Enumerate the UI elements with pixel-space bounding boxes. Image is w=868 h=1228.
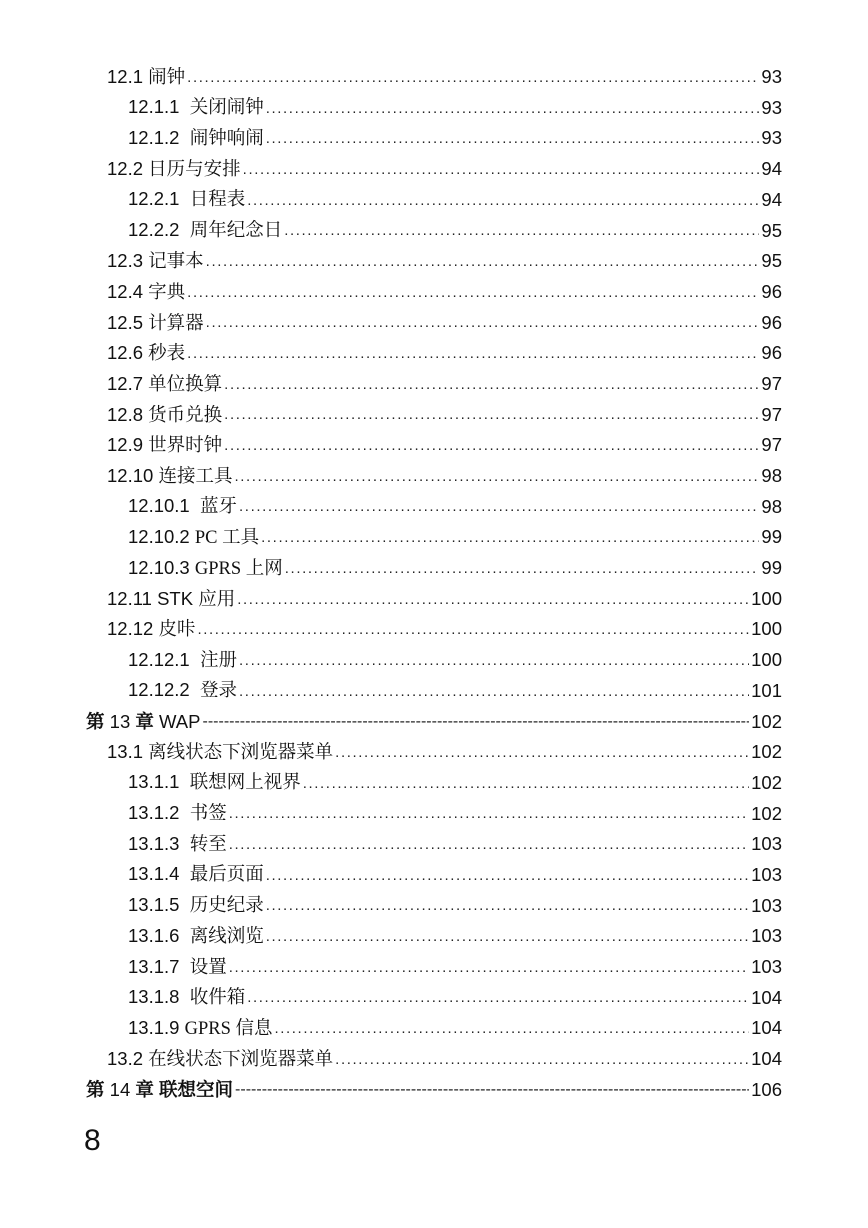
toc-page-number: 100 bbox=[751, 618, 782, 640]
toc-page-number: 94 bbox=[761, 158, 782, 180]
toc-entry[interactable] bbox=[86, 584, 782, 615]
toc-page-number: 94 bbox=[761, 188, 782, 210]
dot-leader bbox=[335, 1052, 749, 1067]
toc-entry[interactable] bbox=[86, 799, 782, 830]
section-number: 12.10 bbox=[107, 465, 154, 487]
dot-leader bbox=[229, 960, 749, 975]
toc-page-number: 98 bbox=[761, 465, 782, 487]
toc-page-number: 100 bbox=[751, 649, 782, 671]
section-number: 12.5 bbox=[107, 311, 144, 333]
dot-leader bbox=[187, 285, 759, 300]
toc-entry-label bbox=[107, 68, 185, 87]
toc-entry[interactable] bbox=[86, 1013, 782, 1044]
section-number: 12.1 bbox=[107, 66, 144, 88]
toc-entry-label bbox=[107, 467, 232, 486]
dot-leader bbox=[266, 868, 749, 883]
dot-leader bbox=[237, 592, 749, 607]
toc-entry-label bbox=[128, 98, 264, 118]
section-title: 转至 bbox=[189, 834, 227, 855]
toc-entry[interactable] bbox=[86, 614, 782, 645]
section-title: 关闭闹钟 bbox=[189, 98, 264, 119]
toc-page-number: 102 bbox=[751, 741, 782, 763]
toc-entry[interactable] bbox=[86, 952, 782, 983]
toc-entry-label bbox=[86, 1078, 234, 1100]
dot-leader bbox=[197, 622, 749, 637]
toc-chapter-entry[interactable] bbox=[86, 706, 782, 737]
dot-leader bbox=[239, 499, 759, 514]
section-title: 皮咔 bbox=[158, 618, 196, 640]
section-number: 12.10.3 bbox=[128, 556, 190, 578]
dot-leader bbox=[266, 898, 749, 913]
toc-page-number: 96 bbox=[761, 280, 782, 302]
toc-page-number: 93 bbox=[761, 127, 782, 149]
toc-entry[interactable] bbox=[86, 154, 782, 185]
section-title: STK 应用 bbox=[157, 587, 236, 609]
toc-page-number: 95 bbox=[761, 250, 782, 272]
toc-page-number: 99 bbox=[761, 557, 782, 579]
dot-leader bbox=[203, 714, 750, 730]
toc-entry[interactable] bbox=[86, 93, 782, 124]
toc-page-number: 96 bbox=[761, 311, 782, 333]
toc-entry-label bbox=[128, 804, 227, 824]
toc-entry[interactable] bbox=[86, 338, 782, 369]
toc-entry-label bbox=[107, 1050, 333, 1069]
dot-leader bbox=[335, 745, 749, 760]
section-title: 注册 bbox=[200, 650, 238, 671]
section-title: 书签 bbox=[189, 804, 227, 825]
toc-entry[interactable] bbox=[86, 553, 782, 584]
section-number: 12.2 bbox=[107, 158, 144, 180]
dot-leader bbox=[284, 223, 759, 238]
toc-page-number: 104 bbox=[751, 1017, 782, 1039]
section-number: 12.10.1 bbox=[128, 495, 190, 517]
toc-page-number: 97 bbox=[761, 403, 782, 425]
page-number: 8 bbox=[84, 1124, 101, 1157]
toc-page-number: 103 bbox=[751, 956, 782, 978]
toc-entry[interactable] bbox=[86, 400, 782, 431]
dot-leader bbox=[239, 684, 749, 699]
section-number: 13.1.1 bbox=[128, 771, 180, 793]
toc-page-number: 104 bbox=[751, 986, 782, 1008]
toc-page-number: 100 bbox=[751, 587, 782, 609]
section-title: 货币兑换 bbox=[148, 403, 223, 425]
toc-entry-label bbox=[107, 160, 241, 179]
toc-page-number: 95 bbox=[761, 219, 782, 241]
dot-leader bbox=[303, 776, 749, 791]
toc-page-number: 106 bbox=[751, 1078, 782, 1100]
section-number: 12.3 bbox=[107, 250, 144, 272]
section-number: 12.12.1 bbox=[128, 648, 190, 670]
section-number: 12.9 bbox=[107, 434, 144, 456]
toc-page-number: 103 bbox=[751, 925, 782, 947]
toc-entry-label bbox=[128, 924, 264, 947]
toc-entry-label bbox=[128, 556, 283, 579]
toc-page-number: 103 bbox=[751, 833, 782, 855]
section-title: 日程表 bbox=[189, 190, 246, 211]
section-title: 单位换算 bbox=[148, 372, 223, 394]
dot-leader bbox=[229, 806, 749, 821]
toc-page-number: 97 bbox=[761, 372, 782, 394]
toc-entry-label bbox=[128, 525, 260, 548]
toc-page-number: 103 bbox=[751, 894, 782, 916]
section-number: 12.1.1 bbox=[128, 96, 180, 118]
section-title: 闹钟响闹 bbox=[189, 128, 264, 149]
chapter-title: WAP bbox=[159, 710, 201, 732]
section-number: 13.1.6 bbox=[128, 924, 180, 946]
section-title: 周年纪念日 bbox=[189, 221, 283, 242]
section-title: 记事本 bbox=[148, 250, 204, 272]
toc-page-number: 101 bbox=[751, 679, 782, 701]
section-title: 最后页面 bbox=[189, 865, 264, 886]
toc-entry-label bbox=[107, 403, 223, 425]
section-number: 12.4 bbox=[107, 280, 144, 302]
section-number: 13.1.7 bbox=[128, 955, 180, 977]
toc-entry-label bbox=[128, 648, 238, 671]
dot-leader bbox=[206, 254, 760, 269]
dot-leader bbox=[247, 193, 759, 208]
section-number: 12.7 bbox=[107, 372, 144, 394]
section-number: 13.1.9 bbox=[128, 1016, 180, 1038]
toc-entry-label bbox=[128, 832, 227, 855]
section-title: 联想网上视界 bbox=[189, 773, 301, 794]
dot-leader bbox=[243, 162, 760, 177]
toc-entry-label bbox=[128, 126, 264, 149]
toc-entry[interactable] bbox=[86, 983, 782, 1014]
toc-entry[interactable] bbox=[86, 522, 782, 553]
section-title: 日历与安排 bbox=[148, 158, 241, 180]
toc-entry[interactable] bbox=[86, 829, 782, 860]
toc-entry[interactable] bbox=[86, 430, 782, 461]
section-title: 在线状态下浏览器菜单 bbox=[148, 1048, 334, 1070]
section-title: 世界时钟 bbox=[148, 434, 223, 456]
dot-leader bbox=[247, 990, 749, 1005]
toc-entry-label bbox=[128, 955, 227, 978]
toc-entry-label bbox=[128, 896, 264, 916]
dot-leader bbox=[285, 561, 760, 576]
toc-entry-label bbox=[107, 436, 222, 455]
toc-entry[interactable] bbox=[86, 308, 782, 339]
toc-entry[interactable] bbox=[86, 62, 782, 93]
toc-entry-label bbox=[107, 344, 185, 363]
chapter-title: 联想空间 bbox=[159, 1078, 234, 1100]
section-number: 12.10.2 bbox=[128, 525, 190, 547]
toc-entry-label bbox=[107, 587, 236, 609]
toc-page-number: 104 bbox=[751, 1048, 782, 1070]
section-number: 12.2.2 bbox=[128, 219, 180, 241]
section-title: 历史纪录 bbox=[189, 896, 264, 917]
toc-entry[interactable] bbox=[86, 768, 782, 799]
toc-entry[interactable] bbox=[86, 645, 782, 676]
chapter-prefix: 第 bbox=[86, 1078, 105, 1100]
section-title: PC 工具 bbox=[194, 527, 260, 548]
dot-leader bbox=[224, 377, 759, 392]
toc-entry-label bbox=[128, 773, 301, 793]
dot-leader bbox=[261, 530, 759, 545]
dot-leader bbox=[224, 438, 759, 453]
dot-leader bbox=[206, 315, 760, 330]
toc-page-number: 97 bbox=[761, 434, 782, 456]
toc-entry[interactable] bbox=[86, 277, 782, 308]
toc-entry-label bbox=[107, 743, 333, 762]
dot-leader bbox=[224, 407, 759, 422]
section-number: 12.2.1 bbox=[128, 188, 180, 210]
section-title: 离线浏览 bbox=[189, 926, 264, 947]
section-title: 收件箱 bbox=[189, 988, 246, 1009]
toc-page-number: 96 bbox=[761, 342, 782, 364]
section-number: 12.11 bbox=[107, 587, 152, 609]
dot-leader bbox=[266, 131, 760, 146]
section-number: 13.2 bbox=[107, 1048, 144, 1070]
toc-entry-label bbox=[128, 865, 264, 885]
toc-entry[interactable] bbox=[86, 461, 782, 492]
table-of-contents bbox=[86, 62, 782, 1105]
section-number: 13.1.5 bbox=[128, 894, 180, 916]
chapter-number: 13 bbox=[109, 710, 131, 732]
section-title: 闹钟 bbox=[148, 66, 186, 88]
toc-entry[interactable] bbox=[86, 860, 782, 891]
dot-leader bbox=[234, 469, 759, 484]
toc-page-number: 102 bbox=[751, 710, 782, 732]
section-number: 13.1.2 bbox=[128, 802, 180, 824]
toc-page-number: 93 bbox=[761, 96, 782, 118]
toc-page-number: 102 bbox=[751, 771, 782, 793]
toc-page-number: 102 bbox=[751, 802, 782, 824]
section-number: 13.1.8 bbox=[128, 986, 180, 1008]
toc-entry-label bbox=[107, 620, 195, 639]
toc-entry-label bbox=[107, 280, 186, 302]
toc-page-number: 93 bbox=[761, 66, 782, 88]
dot-leader bbox=[187, 70, 759, 85]
section-title: 登录 bbox=[200, 681, 238, 702]
dot-leader bbox=[235, 1082, 749, 1098]
chapter-word: 章 bbox=[135, 710, 154, 732]
toc-entry[interactable] bbox=[86, 737, 782, 768]
chapter-word: 章 bbox=[135, 1078, 154, 1100]
toc-entry-label bbox=[128, 681, 237, 701]
section-title: 离线状态下浏览器菜单 bbox=[148, 741, 334, 763]
section-title: 计算器 bbox=[148, 311, 204, 333]
dot-leader bbox=[229, 837, 749, 852]
toc-entry-label bbox=[107, 311, 204, 333]
toc-entry-label bbox=[128, 1016, 273, 1039]
toc-entry-label bbox=[107, 252, 204, 271]
toc-page-number: 103 bbox=[751, 863, 782, 885]
toc-page-number: 99 bbox=[761, 526, 782, 548]
section-number: 12.12.2 bbox=[128, 679, 190, 701]
toc-entry-label bbox=[128, 988, 245, 1008]
toc-chapter-entry[interactable] bbox=[86, 1075, 782, 1106]
dot-leader bbox=[187, 346, 759, 361]
toc-entry[interactable] bbox=[86, 185, 782, 216]
section-number: 12.1.2 bbox=[128, 126, 180, 148]
toc-entry[interactable] bbox=[86, 369, 782, 400]
toc-entry[interactable] bbox=[86, 246, 782, 277]
chapter-number: 14 bbox=[109, 1078, 131, 1100]
toc-entry[interactable] bbox=[86, 215, 782, 246]
section-number: 13.1.4 bbox=[128, 863, 180, 885]
section-number: 13.1 bbox=[107, 741, 144, 763]
toc-entry[interactable] bbox=[86, 891, 782, 922]
toc-entry[interactable] bbox=[86, 1044, 782, 1075]
toc-entry-label bbox=[128, 497, 237, 517]
toc-entry-label bbox=[107, 372, 223, 394]
section-title: 连接工具 bbox=[158, 465, 233, 487]
toc-page-number: 98 bbox=[761, 495, 782, 517]
toc-entry-label bbox=[128, 221, 282, 241]
chapter-prefix: 第 bbox=[86, 710, 105, 732]
section-number: 12.12 bbox=[107, 618, 154, 640]
dot-leader bbox=[266, 929, 749, 944]
section-number: 12.6 bbox=[107, 342, 144, 364]
section-number: 12.8 bbox=[107, 403, 144, 425]
toc-entry[interactable] bbox=[86, 492, 782, 523]
toc-entry-label bbox=[86, 710, 201, 732]
dot-leader bbox=[239, 653, 749, 668]
section-number: 13.1.3 bbox=[128, 832, 180, 854]
dot-leader bbox=[266, 101, 760, 116]
section-title: 设置 bbox=[189, 957, 227, 978]
section-title: GPRS 上网 bbox=[194, 558, 283, 579]
toc-entry[interactable] bbox=[86, 676, 782, 707]
section-title: 秒表 bbox=[148, 342, 186, 364]
section-title: GPRS 信息 bbox=[184, 1018, 273, 1039]
section-title: 蓝牙 bbox=[200, 497, 238, 518]
toc-entry-label bbox=[128, 190, 245, 210]
toc-entry[interactable] bbox=[86, 921, 782, 952]
dot-leader bbox=[274, 1021, 749, 1036]
toc-entry[interactable] bbox=[86, 123, 782, 154]
section-title: 字典 bbox=[148, 280, 186, 302]
